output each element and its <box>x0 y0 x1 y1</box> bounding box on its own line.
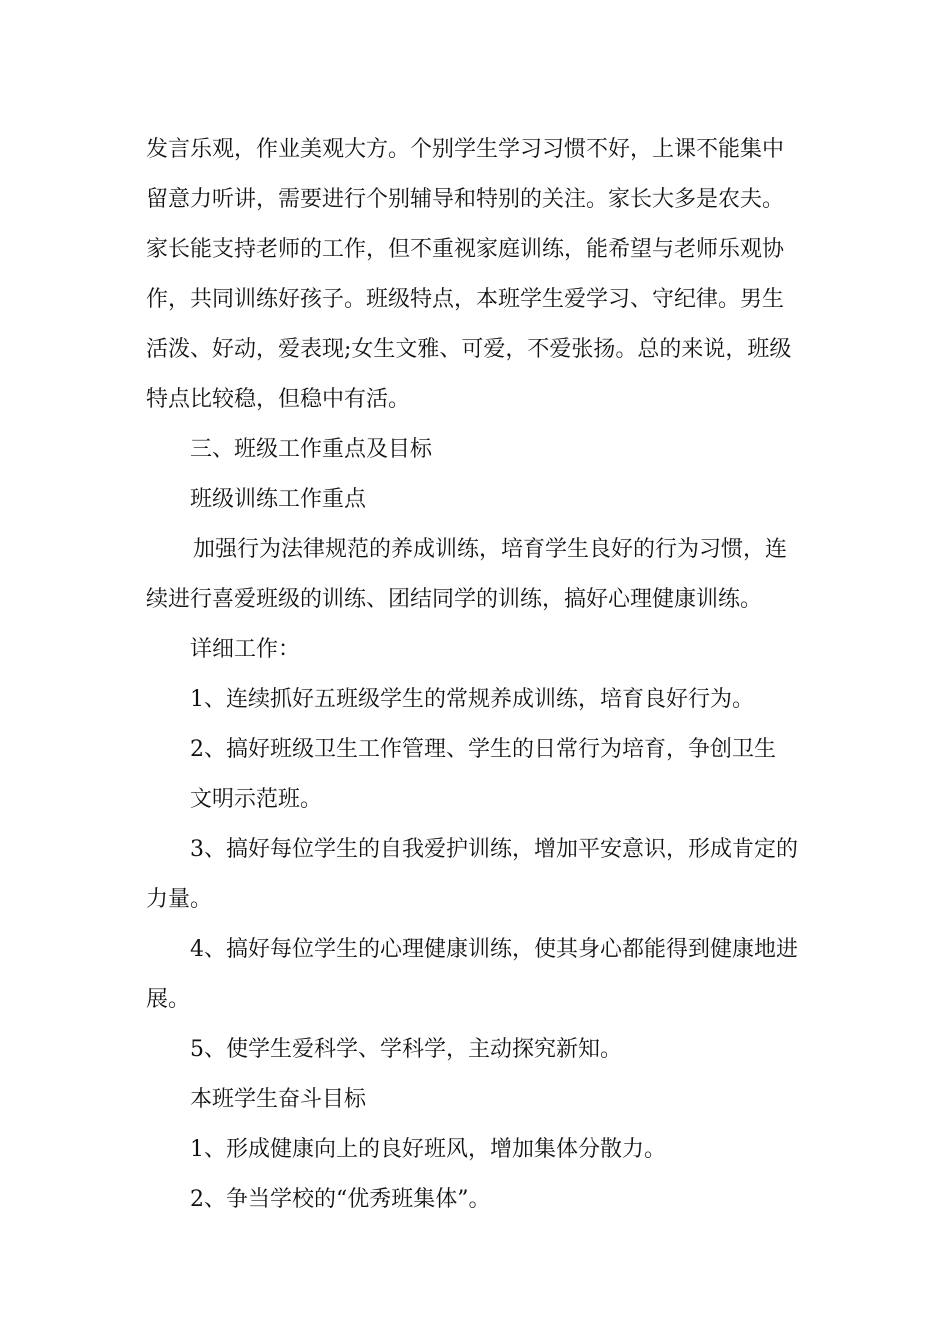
subsection-heading: 班级训练工作重点 <box>190 487 367 512</box>
list-item: 1、形成健康向上的良好班风，增加集体分散力。 <box>190 1137 666 1162</box>
text-line: 续进行喜爱班级的训练、团结同学的训练，搞好心理健康训练。 <box>146 587 763 612</box>
text-line: 加强行为法律规范的养成训练，培育学生良好的行为习惯，连 <box>193 537 788 562</box>
list-item: 3、搞好每位学生的自我爱护训练，增加平安意识，形成肯定的 <box>190 837 798 862</box>
text-line: 作，共同训练好孩子。班级特点，本班学生爱学习、守纪律。男生 <box>146 287 785 312</box>
text-line: 留意力听讲，需要进行个别辅导和特别的关注。家长大多是农夫。 <box>146 187 785 212</box>
subsection-heading: 详细工作： <box>190 637 301 662</box>
text-line: 活泼、好动，爱表现;女生文雅、可爱，不爱张扬。总的来说，班级 <box>146 337 792 362</box>
list-item-continuation: 文明示范班。 <box>190 787 323 812</box>
section-heading: 三、班级工作重点及目标 <box>190 437 433 462</box>
text-line: 特点比较稳，但稳中有活。 <box>146 387 411 412</box>
list-item: 4、搞好每位学生的心理健康训练，使其身心都能得到健康地进 <box>190 937 798 962</box>
list-item: 1、连续抓好五班级学生的常规养成训练，培育良好行为。 <box>190 687 754 712</box>
list-item-continuation: 力量。 <box>146 887 213 912</box>
list-item: 2、争当学校的“优秀班集体”。 <box>190 1187 491 1212</box>
text-line: 发言乐观，作业美观大方。个别学生学习习惯不好，上课不能集中 <box>146 137 785 162</box>
subsection-heading: 本班学生奋斗目标 <box>190 1087 367 1112</box>
list-item-continuation: 展。 <box>146 987 191 1012</box>
list-item: 5、使学生爱科学、学科学，主动探究新知。 <box>190 1037 622 1062</box>
list-item: 2、搞好班级卫生工作管理、学生的日常行为培育，争创卫生 <box>190 737 776 762</box>
text-line: 家长能支持老师的工作，但不重视家庭训练，能希望与老师乐观协 <box>146 237 785 262</box>
